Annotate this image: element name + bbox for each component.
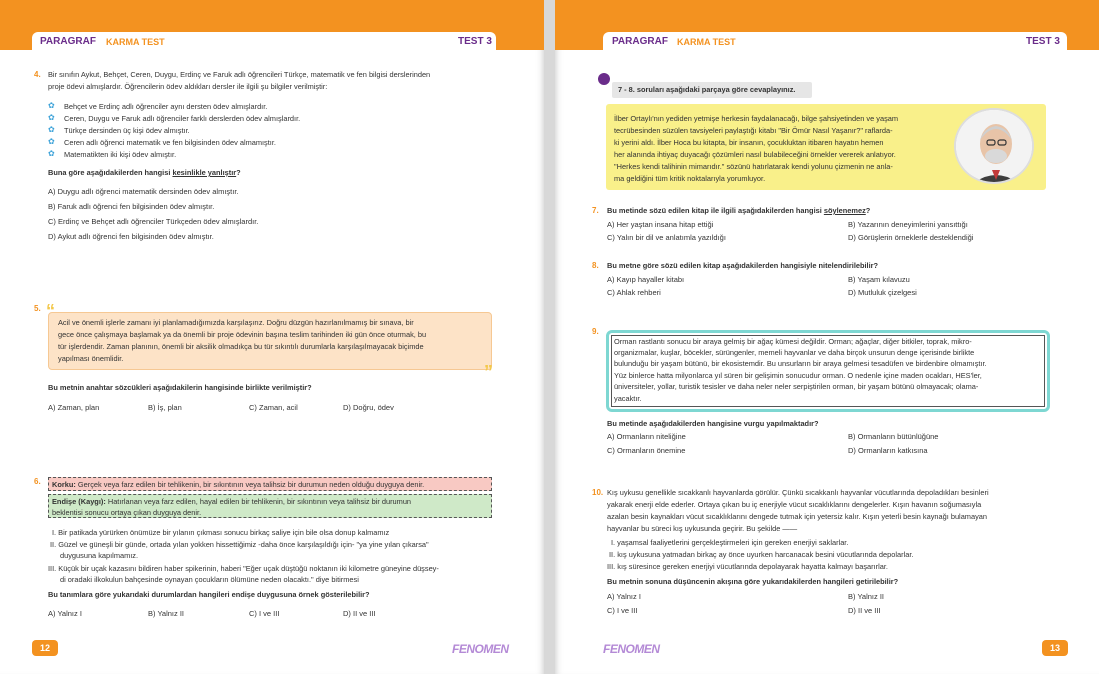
q5-passage-4: yapılması önemlidir. (58, 354, 124, 363)
q8-question: Bu metne göre sözü edilen kitap aşağıdakilerden hangisiyle nitelendirilebilir? (607, 261, 879, 270)
q4-question-end: ? (236, 168, 241, 177)
q9-passage-5: üniversiteler, yollar, turistik tesisler ve daha neler neler serpiştirilen orman, bir yaşam bütünü olmayacak; olama- (614, 382, 979, 391)
q10-passage-4: hayvanlar bu süreci kış uykusunda geçirir. Bu şekilde —— (607, 524, 798, 533)
q6-option-d[interactable]: D) II ve III (343, 609, 376, 618)
star-bullet-icon: ✿ (48, 125, 55, 134)
header-test: TEST 3 (1026, 36, 1060, 47)
passage78-line-1: İlber Ortaylı'nın yediden yetmişe herkesin faydalanacağı, bilge şahsiyetinden ve yaşam (614, 114, 899, 123)
q4-fact-2: Ceren, Duygu ve Faruk adlı öğrenciler farklı derslerden ödev almışlardır. (64, 114, 301, 123)
passage78-line-4: her alanında ihtiyaç duyacağı çözümleri nasıl bulabileceğini örnekler vererek anlatıyor. (614, 150, 896, 159)
q7-question-underline: söylenemez (823, 206, 866, 215)
fenomen-logo: FENOMEN (452, 642, 509, 656)
q4-option-a[interactable]: A) Duygu adlı öğrenci matematik dersinden ödev almıştır. (48, 187, 239, 196)
q8-option-a[interactable]: A) Kayıp hayaller kitabı (607, 275, 685, 284)
q10-option-b[interactable]: B) Yalnız II (848, 592, 884, 601)
q6-item-3: III. Küçük bir uçak kazasını bildiren haber spikerinin, haberi "Eğer uçak düştüğü noktanın iki kilometre güneyine düşsey- (48, 564, 439, 573)
header-karma: KARMA TEST (677, 37, 736, 47)
q4-option-d[interactable]: D) Aykut adlı öğrenci fen bilgisinden ödev almıştır. (48, 232, 214, 241)
instruction-text: 7 - 8. soruları aşağıdaki parçaya göre cevaplayınız. (618, 85, 796, 94)
endise-definition-1 (52, 496, 411, 508)
q6-item-2: II. Güzel ve güneşli bir günde, ortada yılan yokken hissettiğimiz -daha önce karşılaşıldığı için- "ya yine yılan çıkarsa" (50, 540, 429, 549)
header-paragraf: PARAGRAF (612, 36, 668, 47)
fenomen-logo: FENOMEN (603, 642, 660, 656)
q7-option-b[interactable]: B) Yazarının deneyimlerini yansıttığı (848, 220, 968, 229)
q7-question-end: ? (865, 206, 871, 215)
q10-option-c[interactable]: C) I ve III (607, 606, 638, 615)
left-page (0, 0, 544, 674)
q9-option-c[interactable]: C) Ormanların önemine (607, 446, 686, 455)
q6-item-2-cont: duygusuna kapılmamız. (60, 551, 139, 560)
korku-text: Gerçek veya farz edilen bir tehlikenin, bir sıkıntının veya talihsiz bir durumun neden olduğu duyguya denir. (77, 480, 425, 489)
q6-option-b[interactable]: B) Yalnız II (148, 609, 184, 618)
q8-number: 8. (592, 261, 599, 270)
q10-passage-3: azalan besin kaynakları vücut sıcaklıklarını dengede tutmak için yetersiz kalır. Kışın yeterli besin kaynağı bulamayan (607, 512, 987, 521)
q4-question (48, 167, 241, 179)
header-paragraf: PARAGRAF (40, 36, 96, 47)
q10-item-1: I. yaşamsal faaliyetlerini gerçekleştirmeleri için gereken enerjiyi saklarlar. (611, 538, 849, 547)
q10-item-3: III. kış süresince gereken enerjiyi vücutlarında depolayarak hayatta kalmayı başarırlar. (607, 562, 888, 571)
q9-passage-1: Orman rastlantı sonucu bir araya gelmiş bir ağaç kümesi değildir. Orman; ağaçlar, diğer bitkiler, toprak, mikro- (614, 337, 972, 346)
q5-passage-3: tür işlerdendir. Zaman planının, önemli bir aksilik olmadıkça bu tür sıkıntılı durumlarla karşılaşılmayacak biçimde (58, 342, 424, 351)
q5-option-d[interactable]: D) Doğru, ödev (343, 403, 394, 412)
q10-option-a[interactable]: A) Yalnız I (607, 592, 641, 601)
passage78-line-6: ma geldiğini tüm kritik noktalarıyla yorumluyor. (614, 174, 766, 183)
page-number-right: 13 (1042, 640, 1068, 656)
q7-option-a[interactable]: A) Her yaştan insana hitap ettiği (607, 220, 714, 229)
q6-option-c[interactable]: C) I ve III (249, 609, 280, 618)
q9-number: 9. (592, 327, 599, 336)
q7-number: 7. (592, 206, 599, 215)
q7-question-text: Bu metinde sözü edilen kitap ile ilgili aşağıdakilerden hangisi (607, 206, 824, 215)
q5-option-c[interactable]: C) Zaman, acil (249, 403, 298, 412)
korku-definition (52, 479, 424, 491)
q4-option-c[interactable]: C) Erdinç ve Behçet adlı öğrenciler Türkçeden ödev almışlardır. (48, 217, 259, 226)
q4-intro-2: proje ödevi almışlardır. Öğrencilerin ödev aldıkları dersler ile ilgili şu bilgiler verilmiştir: (48, 82, 328, 91)
star-bullet-icon: ✿ (48, 137, 55, 146)
q10-option-d[interactable]: D) II ve III (848, 606, 881, 615)
q5-question: Bu metnin anahtar sözcükleri aşağıdakilerin hangisinde birlikte verilmiştir? (48, 383, 312, 392)
passage78-line-5: "Herkes kendi talihinin mimarıdır." sözünü hatırlatarak kendi yolunu çizmenin ne anla- (614, 162, 893, 171)
author-portrait (954, 108, 1034, 184)
endise-text-1: Hatırlanan veya farz edilen, hayal edilen bir tehlikenin, bir sıkıntının veya talihsiz bir durumun (107, 497, 412, 506)
pen-icon (598, 73, 610, 85)
q9-option-a[interactable]: A) Ormanların niteliğine (607, 432, 686, 441)
close-quote-icon: ” (484, 362, 493, 382)
q5-passage-1: Acil ve önemli işlerle zamanı iyi planlamadığımızda karşılaşırız. Doğru düzgün hazırlanılmamış bir sınava, bir (58, 318, 414, 327)
q9-option-d[interactable]: D) Ormanların katkısına (848, 446, 928, 455)
q6-number: 6. (34, 477, 41, 486)
q5-passage-2: gece önce çalışmaya başlamak ya da önemli bir proje ödevinin başına teslim tarihinden iki gün önce oturmak, bu (58, 330, 427, 339)
q8-option-b[interactable]: B) Yaşam kılavuzu (848, 275, 910, 284)
q10-passage-2: yakarak enerji elde ederler. Ortaya çıkan bu iç enerjiyle vücut sıcaklıklarını dengelerler. Kışın havanın soğumasıyla (607, 500, 982, 509)
open-quote-icon: “ (46, 301, 55, 321)
q4-question-text: Buna göre aşağıdakilerden hangisi (48, 168, 173, 177)
q6-option-a[interactable]: A) Yalnız I (48, 609, 82, 618)
q7-option-d[interactable]: D) Görüşlerin örneklerle desteklendiği (848, 233, 974, 242)
q9-passage-6: yacaktır. (614, 394, 642, 403)
q4-fact-5: Matematikten iki kişi ödev almıştır. (64, 150, 177, 159)
star-bullet-icon: ✿ (48, 149, 55, 158)
q9-passage-2: organizmalar, kuşlar, böcekler, sürüngenler, memeli hayvanlar ve daha birçok unsurun denge içerisinde birlikte (614, 348, 975, 357)
q4-number: 4. (34, 70, 41, 79)
star-bullet-icon: ✿ (48, 101, 55, 110)
passage78-line-3: ki yerini aldı. İlber Hoca bu kitapta, bir insanın, çocukluktan itibaren hayatın hemen (614, 138, 884, 147)
q5-option-b[interactable]: B) İş, plan (148, 403, 182, 412)
q4-question-underline: kesinlikle yanlıştır (172, 168, 237, 177)
q8-option-d[interactable]: D) Mutluluk çizelgesi (848, 288, 917, 297)
q4-intro-1: Bir sınıfın Aykut, Behçet, Ceren, Duygu, Erdinç ve Faruk adlı öğrencileri Türkçe, matematik ve fen bilgisi derslerinden (48, 70, 431, 79)
q8-option-c[interactable]: C) Ahlak rehberi (607, 288, 661, 297)
header-karma: KARMA TEST (106, 37, 165, 47)
page-number-left: 12 (32, 640, 58, 656)
q4-fact-4: Ceren adlı öğrenci matematik ve fen bilgisinden ödev almamıştır. (64, 138, 276, 147)
q7-question (607, 205, 870, 217)
q9-option-b[interactable]: B) Ormanların bütünlüğüne (848, 432, 939, 441)
q6-question: Bu tanımlara göre yukarıdaki durumlardan hangileri endişe duygusuna örnek gösterilebilir? (48, 590, 370, 599)
q9-passage-3: bulunduğu bir yaşam bütünü, bir ekosistemdir. Bu unsurların bir araya gelmesi tesadüfen ve birdenbire olmamıştır. (614, 359, 987, 368)
q5-option-a[interactable]: A) Zaman, plan (48, 403, 100, 412)
q10-number: 10. (592, 488, 604, 497)
star-bullet-icon: ✿ (48, 113, 55, 122)
q10-item-2: II. kış uykusuna yatmadan birkaç ay önce uyurken harcanacak besini vücutlarında depolarlar. (609, 550, 914, 559)
q6-item-1: I. Bir patikada yürürken önümüze bir yılanın çıkması sonucu birkaç saliye için bile olsa donup kalmamız (52, 528, 390, 537)
header-test: TEST 3 (458, 36, 492, 47)
q6-item-3-cont: di oradaki ilkokulun bahçesinde oynayan çocukların ölümüne neden olacaktı." diye bitirmesi (60, 575, 359, 584)
q9-question: Bu metinde aşağıdakilerden hangisine vurgu yapılmaktadır? (607, 419, 819, 428)
endise-definition-2: beklentisi sonucu ortaya çıkan duyguya denir. (52, 508, 202, 517)
q4-option-b[interactable]: B) Faruk adlı öğrenci fen bilgisinden ödev almıştır. (48, 202, 215, 211)
endise-label: Endişe (Kaygı): (52, 497, 106, 506)
korku-label: Korku: (52, 480, 76, 489)
q4-fact-3: Türkçe dersinden üç kişi ödev almıştır. (64, 126, 190, 135)
q5-number: 5. (34, 304, 41, 313)
q4-fact-1: Behçet ve Erdinç adlı öğrenciler aynı dersten ödev almışlardır. (64, 102, 268, 111)
passage78-line-2: tecrübesinden süzülen tavsiyeleri paylaştığı kitabı "Bir Ömür Nasıl Yaşanır?" raflarda- (614, 126, 893, 135)
q10-question: Bu metnin sonuna düşüncenin akışına göre yukarıdakilerden hangileri getirilebilir? (607, 577, 899, 586)
q10-passage-1: Kış uykusu genellikle sıcakkanlı hayvanlarda görülür. Çünkü sıcakkanlı hayvanlar vücutlarında depoladıkları besinleri (607, 488, 989, 497)
q9-passage-4: Yüz binlerce hatta milyonlarca yıl süren bir gelişimin sonucudur orman. O nedenle içine maden ocakları, HES'ler, (614, 371, 982, 380)
q7-option-c[interactable]: C) Yalın bir dil ve anlatımla yazıldığı (607, 233, 726, 242)
